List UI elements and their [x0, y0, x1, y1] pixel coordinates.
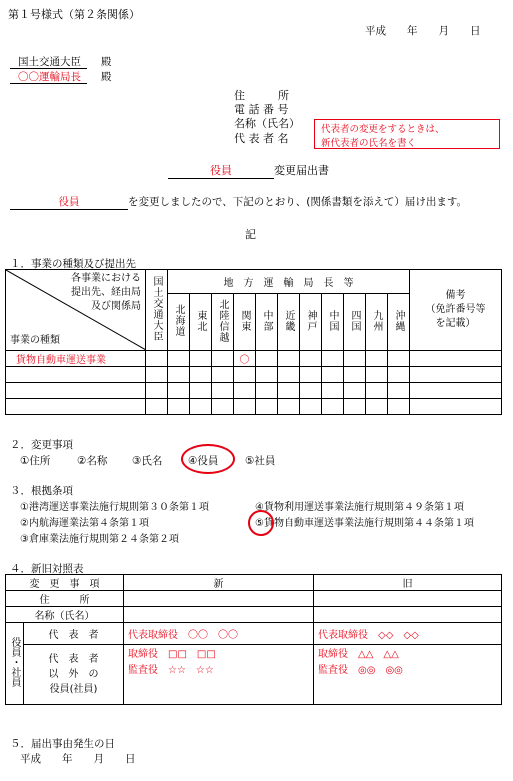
col-bureau: 中国 — [322, 294, 344, 351]
selected-circle-mark — [181, 444, 235, 474]
col-remarks: 備考 （免許番号等 を記載） — [410, 270, 502, 351]
form-number: 第１号様式（第２条関係） — [8, 8, 140, 21]
change-item: ②名称 — [77, 455, 108, 467]
kanto-mark: 〇 — [234, 351, 256, 367]
table-row — [6, 591, 502, 607]
occurrence-date: 平成 年 月 日 — [20, 753, 136, 765]
col-bureau: 中部 — [256, 294, 278, 351]
col-bureau: 神戸 — [300, 294, 322, 351]
rep-change-note: 代表者の変更をするときは、 新代表者の氏名を書く — [314, 119, 500, 149]
row-name-label: 名称（氏名） — [6, 607, 124, 623]
legal-basis-item: ③倉庫業法施行規則第２４条第２項 — [20, 534, 179, 545]
col-bureau: 九州 — [366, 294, 388, 351]
table-row: 貨物自動車運送事業 〇 — [6, 351, 502, 367]
col-bureau: 関東 — [234, 294, 256, 351]
legal-basis-item: ②内航海運業法第４条第１項 — [20, 518, 149, 529]
table-row — [6, 607, 502, 623]
applicant-phone-label: 電 話 番 号 — [234, 103, 289, 116]
change-item-selected: ④役員 — [188, 455, 219, 467]
col-old: 旧 — [314, 575, 502, 591]
legal-basis-item: ④貨物利用運送事業法施行規則第４９条第１項 — [255, 502, 464, 513]
addressee-minister: 国土交通大臣 殿 — [10, 54, 112, 69]
col-bureau: 沖縄 — [388, 294, 410, 351]
corner-header-cell: 各事業における 提出先、経由局 及び関係局 事業の種類 — [6, 270, 146, 351]
legal-basis-item-selected: ⑤貨物自動車運送事業法施行規則第４４条第１項 — [255, 518, 474, 529]
table-row — [6, 367, 502, 383]
table-row — [6, 623, 502, 645]
document-title: 役員 変更届出書 — [168, 162, 329, 179]
selected-circle-mark — [248, 510, 274, 536]
col-group-bureaus: 地 方 運 輸 局 長 等 — [168, 270, 410, 294]
table-row — [6, 383, 502, 399]
col-new: 新 — [124, 575, 314, 591]
section2-heading: ２．変更事項 — [10, 439, 73, 451]
col-bureau: 東北 — [190, 294, 212, 351]
change-item: ⑤社員 — [245, 455, 276, 467]
new-other-officers: 取締役 □□ □□ 監査役 ☆☆ ☆☆ — [124, 645, 314, 705]
applicant-address-label: 住 所 — [234, 89, 289, 102]
ki-heading: 記 — [245, 228, 256, 241]
section4-heading: ４．新旧対照表 — [10, 563, 84, 575]
intro-sentence: 役員 を変更しましたので、下記のとおり、(関係書類を添えて）届け出ます。 — [10, 194, 467, 210]
officer-side-label: 役員・社員 — [6, 623, 24, 705]
row-address-label: 住 所 — [6, 591, 124, 607]
old-rep-value: 代表取締役 ◇◇ ◇◇ — [314, 623, 502, 645]
section5-heading: ５．届出事由発生の日 — [10, 738, 115, 750]
new-rep-value: 代表取締役 〇〇 〇〇 — [124, 623, 314, 645]
applicant-name-label: 名称（氏名） — [234, 117, 300, 130]
col-change-item: 変 更 事 項 — [6, 575, 124, 591]
change-item: ①住所 — [20, 455, 51, 467]
legal-basis-item: ①港湾運送事業法施行規則第３０条第１項 — [20, 502, 209, 513]
comparison-table — [5, 574, 502, 705]
addressee-bureau: 〇〇運輸局長 殿 — [10, 69, 112, 84]
col-bureau: 北海道 — [168, 294, 190, 351]
applicant-rep-label: 代 表 者 名 — [234, 132, 289, 145]
section1-heading: １．事業の種類及び提出先 — [10, 258, 136, 270]
table-row — [6, 645, 502, 705]
col-minister: 国土交通大臣 — [146, 270, 168, 351]
submission-date: 平成 年 月 日 — [365, 25, 481, 37]
row-rep-label: 代 表 者 — [24, 623, 124, 645]
old-other-officers: 取締役 △△ △△ 監査役 ◎◎ ◎◎ — [314, 645, 502, 705]
table-row — [6, 399, 502, 415]
col-bureau: 近畿 — [278, 294, 300, 351]
row-other-officers-label: 代 表 者 以 外 の 役員(社員) — [24, 645, 124, 705]
col-bureau: 北陸信越 — [212, 294, 234, 351]
col-bureau: 四国 — [344, 294, 366, 351]
section3-heading: ３．根拠条項 — [10, 485, 73, 497]
business-type-table — [5, 269, 502, 415]
change-item: ③氏名 — [132, 455, 163, 467]
